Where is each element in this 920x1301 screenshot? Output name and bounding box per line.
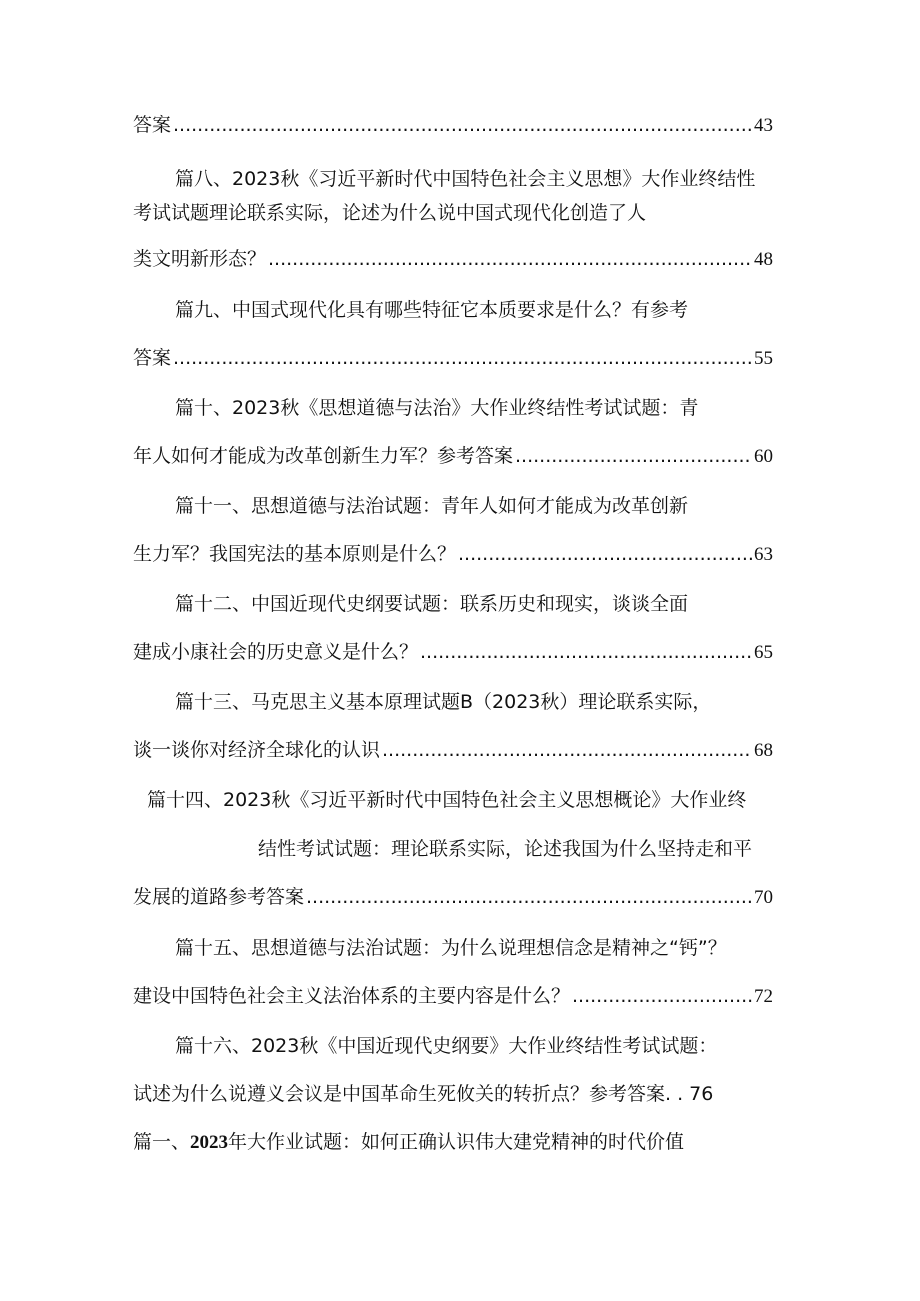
toc-page-number: 55 (754, 348, 773, 369)
dot-leader (382, 735, 752, 765)
toc-text: 答案 (133, 347, 172, 369)
toc-line-14[interactable] (133, 735, 773, 765)
dot-leader (173, 343, 752, 373)
toc-text: 建设中国特色社会主义法治体系的主要内容是什么？ (133, 985, 571, 1007)
toc-page-number: 63 (754, 544, 773, 565)
toc-text: 试述为什么说遵义会议是中国革命生死攸关的转折点？参考答案. . 76 (133, 1083, 714, 1105)
toc-line-4[interactable] (133, 244, 773, 274)
dot-leader (268, 244, 752, 274)
toc-text: 谈一谈你对经济全球化的认识 (133, 739, 381, 761)
toc-line-7[interactable] (175, 393, 698, 423)
toc-line-9[interactable] (175, 491, 688, 521)
toc-text: 篇八、2023秋《习近平新时代中国特色社会主义思想》大作业终结性 (175, 168, 756, 190)
toc-text: 篇十、2023秋《思想道德与法治》大作业终结性考试试题：青 (175, 397, 699, 419)
toc-line-16[interactable] (258, 834, 752, 864)
heading-title: 年大作业试题：如何正确认识伟大建党精神的时代价值 (228, 1131, 685, 1153)
dot-leader (458, 539, 752, 569)
toc-line-20[interactable] (175, 1031, 717, 1061)
dot-leader (572, 981, 752, 1011)
toc-line-2[interactable] (175, 164, 755, 194)
toc-line-11[interactable] (175, 589, 688, 619)
toc-line-12[interactable] (133, 637, 773, 667)
toc-page-number: 60 (754, 446, 773, 467)
toc-text: 类文明新形态？ (133, 248, 267, 270)
toc-line-19[interactable] (133, 981, 773, 1011)
dot-leader (306, 882, 752, 912)
toc-line-17[interactable] (133, 882, 773, 912)
toc-line-10[interactable] (133, 539, 773, 569)
toc-page-number: 43 (754, 115, 773, 136)
toc-line-3[interactable] (133, 198, 646, 228)
toc-text: 篇十五、思想道德与法治试题：为什么说理想信念是精神之“钙”？ (175, 937, 727, 959)
toc-line-18[interactable] (175, 933, 727, 963)
toc-page-number: 48 (754, 249, 773, 270)
toc-line-5[interactable] (175, 295, 688, 325)
toc-page-number: 70 (754, 887, 773, 908)
toc-line-15[interactable] (147, 785, 746, 815)
dot-leader (420, 637, 752, 667)
section-heading (133, 1127, 684, 1157)
toc-line-13[interactable] (175, 687, 711, 717)
toc-page-number: 72 (754, 986, 773, 1007)
dot-leader (515, 441, 752, 471)
toc-page-number: 65 (754, 642, 773, 663)
toc-text: 篇十四、2023秋《习近平新时代中国特色社会主义思想概论》大作业终 (147, 789, 747, 811)
toc-text: 建成小康社会的历史意义是什么？ (133, 641, 419, 663)
toc-text: 篇十一、思想道德与法治试题：青年人如何才能成为改革创新 (175, 495, 689, 517)
toc-line-1[interactable] (133, 110, 773, 140)
toc-text: 生力军？我国宪法的基本原则是什么？ (133, 543, 457, 565)
heading-year: 2023 (190, 1132, 229, 1153)
toc-text: 年人如何才能成为改革创新生力军？参考答案 (133, 445, 514, 467)
toc-line-21[interactable] (133, 1079, 713, 1109)
toc-line-6[interactable] (133, 343, 773, 373)
toc-text: 篇九、中国式现代化具有哪些特征它本质要求是什么？有参考 (175, 299, 689, 321)
dot-leader (173, 110, 752, 140)
toc-line-8[interactable] (133, 441, 773, 471)
toc-text: 结性考试试题：理论联系实际，论述我国为什么坚持走和平 (258, 838, 753, 860)
toc-text: 篇十二、中国近现代史纲要试题：联系历史和现实，谈谈全面 (175, 593, 689, 615)
toc-text: 发展的道路参考答案 (133, 886, 305, 908)
toc-text: 篇十三、马克思主义基本原理试题B（2023秋）理论联系实际， (175, 691, 712, 713)
toc-text: 考试试题理论联系实际，论述为什么说中国式现代化创造了人 (133, 202, 647, 224)
toc-text: 答案 (133, 114, 172, 136)
heading-prefix: 篇一、 (133, 1131, 191, 1153)
toc-text: 篇十六、2023秋《中国近现代史纲要》大作业终结性考试试题： (175, 1035, 718, 1057)
toc-page-number: 68 (754, 740, 773, 761)
